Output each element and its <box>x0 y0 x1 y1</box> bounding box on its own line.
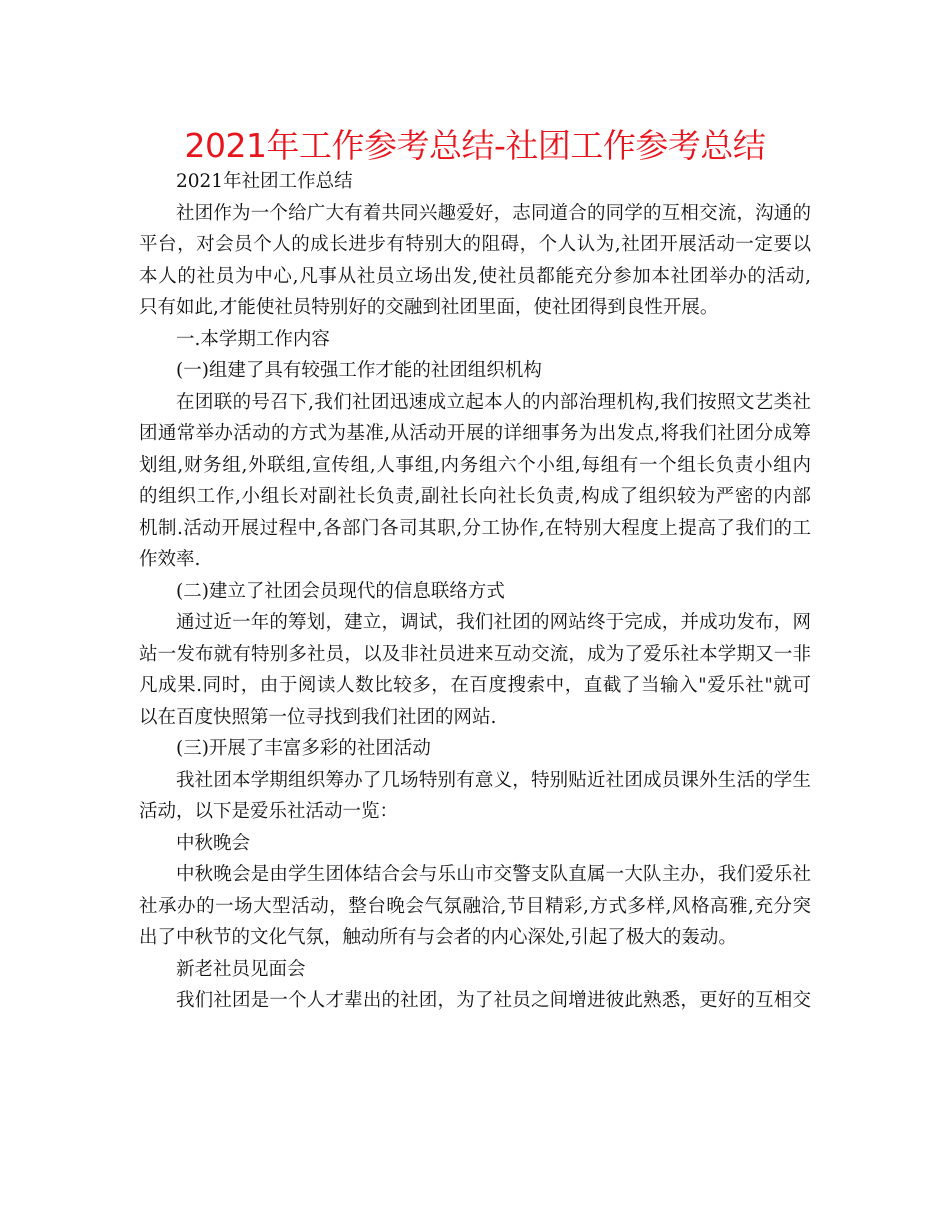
text-line: 中秋晚会是由学生团体结合会与乐山市交警支队直属一大队主办，我们爱乐社 <box>176 864 811 885</box>
subsection-heading: (一)组建了具有较强工作才能的社团组织机构 <box>176 360 542 381</box>
text-line: 我们社团是一个人才辈出的社团，为了社员之间增进彼此熟悉，更好的互相交 <box>176 990 811 1011</box>
text-line: 出了中秋节的文化气氛，触动所有与会者的内心深处,引起了极大的轰动。 <box>139 927 737 948</box>
subsection-heading: (二)建立了社团会员现代的信息联络方式 <box>176 580 505 602</box>
text-line: 只有如此,才能使社员特别好的交融到社团里面，使社团得到良性开展。 <box>139 297 719 318</box>
text-line: 通过近一年的筹划，建立，调试，我们社团的网站终于完成，并成功发布，网 <box>176 612 811 633</box>
activity-heading: 新老社员见面会 <box>176 958 306 980</box>
text-line: 我社团本学期组织筹办了几场特别有意义，特别贴近社团成员课外生活的学生 <box>176 769 811 791</box>
text-line: 凡成果.同时，由于阅读人数比较多，在百度搜索中，直截了当输入"爱乐社"就可 <box>139 675 811 696</box>
text-line: 平台，对会员个人的成长进步有特别大的阻碍，个人认为,社团开展活动一定要以 <box>139 234 811 255</box>
text-line: 社团作为一个给广大有着共同兴趣爱好，志同道合的同学的互相交流，沟通的 <box>176 202 811 224</box>
text-line: 2021年社团工作总结 <box>176 171 353 192</box>
text-line: 的组织工作,小组长对副社长负责,副社长向社长负责,构成了组织较为严密的内部 <box>139 486 811 507</box>
text-line: 机制.活动开展过程中,各部门各司其职,分工协作,在特别大程度上提高了我们的工 <box>139 517 811 539</box>
text-line: 活动，以下是爱乐社活动一览： <box>139 801 399 822</box>
text-line: 团通常举办活动的方式为基准,从活动开展的详细事务为出发点,将我们社团分成筹 <box>139 423 811 444</box>
text-line: 划组,财务组,外联组,宣传组,人事组,内务组六个小组,每组有一个组长负责小组内 <box>139 454 811 476</box>
text-line: 站一发布就有特别多社员，以及非社员进来互动交流，成为了爱乐社本学期又一非 <box>139 643 811 665</box>
text-line: 在团联的号召下,我们社团迅速成立起本人的内部治理机构,我们按照文艺类社 <box>176 391 811 413</box>
text-line: 本人的社员为中心,凡事从社员立场出发,使社员都能充分参加本社团举办的活动, <box>139 265 811 287</box>
document-body <box>139 166 811 1017</box>
subsection-heading: (三)开展了丰富多彩的社团活动 <box>176 738 431 759</box>
section-heading: 一.本学期工作内容 <box>176 328 330 350</box>
text-line: 以在百度快照第一位寻找到我们社团的网站. <box>139 706 497 728</box>
text-line: 社承办的一场大型活动，整台晚会气氛融洽,节目精彩,方式多样,风格高雅,充分突 <box>139 895 811 917</box>
document-title: 2021年工作参考总结-社团工作参考总结 <box>184 126 766 165</box>
text-line: 作效率. <box>139 549 201 570</box>
activity-heading: 中秋晚会 <box>176 832 251 854</box>
